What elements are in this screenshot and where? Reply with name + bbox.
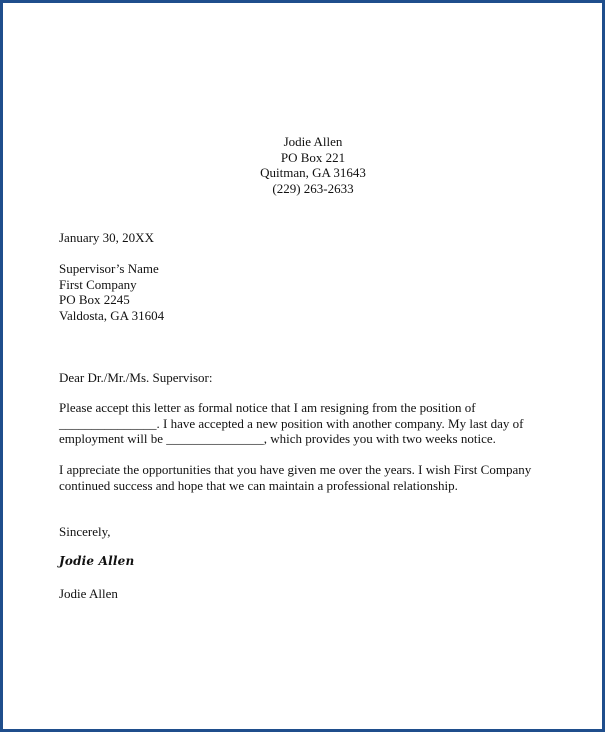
recipient-company: First Company	[59, 276, 137, 292]
paragraph-1-line-2: _______________. I have accepted a new position with another company. My last day of	[59, 415, 524, 431]
typed-name: Jodie Allen	[59, 586, 118, 601]
body-paragraph-2	[59, 462, 554, 493]
sender-name: Jodie Allen	[283, 134, 343, 149]
recipient-name: Supervisor’s Name	[59, 261, 159, 276]
recipient-block	[59, 261, 164, 323]
recipient-address-line2: Valdosta, GA 31604	[59, 307, 165, 323]
body-paragraph-1	[59, 400, 554, 447]
letter-date: January 30, 20XX	[59, 230, 154, 245]
sender-block	[59, 134, 567, 196]
handwritten-signature: Jodie Allen	[59, 554, 135, 568]
paragraph-1-line-1: Please accept this letter as formal notice that I am resigning from the position of	[59, 400, 476, 415]
salutation: Dear Dr./Mr./Ms. Supervisor:	[59, 370, 213, 385]
paragraph-1-line-3: employment will be _______________, which provides you with two weeks notice.	[59, 431, 496, 446]
sender-address-line1: PO Box 221	[280, 149, 346, 165]
recipient-address-line1: PO Box 2245	[59, 292, 130, 307]
paragraph-2-line-1: I appreciate the opportunities that you have given me over the years. I wish First Company	[59, 462, 532, 477]
paragraph-2-line-2: continued success and hope that we can maintain a professional relationship.	[59, 477, 458, 493]
sender-phone: (229) 263-2633	[272, 180, 354, 196]
sender-address-line2: Quitman, GA 31643	[260, 165, 366, 180]
closing-valediction: Sincerely,	[59, 524, 111, 539]
